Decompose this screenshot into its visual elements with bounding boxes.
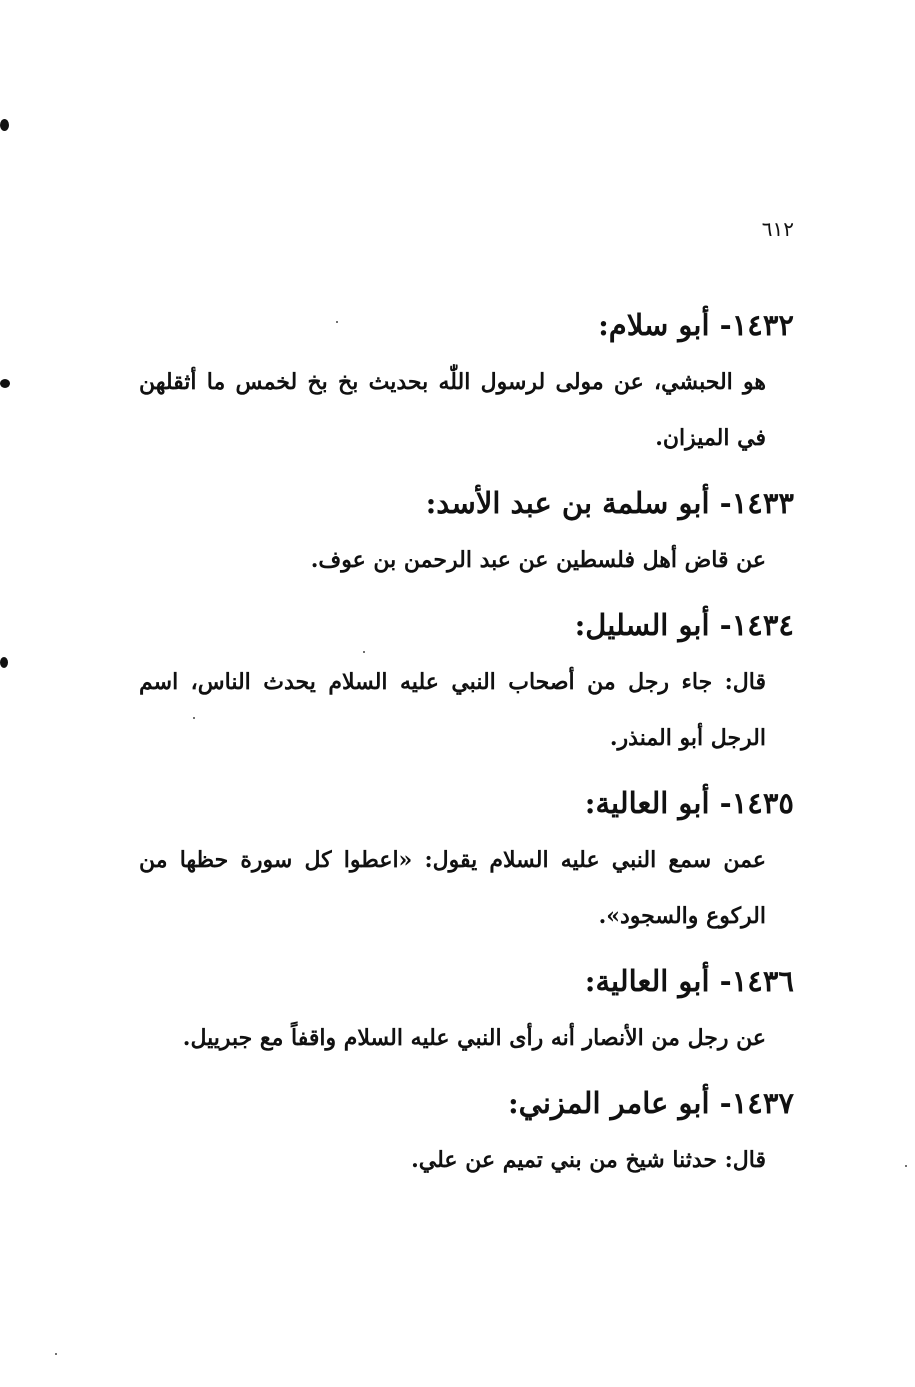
entry-body: قال: جاء رجل من أصحاب النبي عليه السلام يحدث الناس، اسم الرجل أبو المنذر. xyxy=(139,669,766,751)
scan-speck xyxy=(55,1353,57,1355)
entry xyxy=(139,1074,794,1188)
entries-list xyxy=(139,296,794,1196)
entry-title: ١٤٣٧- أبو عامر المزني: xyxy=(507,1086,794,1120)
page-number: ٦١٢ xyxy=(761,217,794,241)
entry-body: عن قاض أهل فلسطين عن عبد الرحمن بن عوف. xyxy=(310,547,766,573)
scan-mark xyxy=(0,379,10,388)
entry xyxy=(139,774,794,944)
scan-mark xyxy=(0,119,9,131)
entry-title: ١٤٣٦- أبو العالية: xyxy=(584,964,794,998)
entry xyxy=(139,952,794,1066)
scan-speck xyxy=(905,1165,907,1167)
entry xyxy=(139,596,794,766)
entry xyxy=(139,296,794,466)
entry-body: عن رجل من الأنصار أنه رأى النبي عليه السلام واقفاً مع جبرييل. xyxy=(182,1025,766,1051)
entry-title: ١٤٣٤- أبو السليل: xyxy=(574,608,794,642)
entry-title: ١٤٣٣- أبو سلمة بن عبد الأسد: xyxy=(425,486,794,520)
entry-body: قال: حدثنا شيخ من بني تميم عن علي. xyxy=(411,1147,766,1173)
entry-title: ١٤٣٥- أبو العالية: xyxy=(584,786,794,820)
entry-title: ١٤٣٢- أبو سلام: xyxy=(598,308,794,342)
entry-body: عمن سمع النبي عليه السلام يقول: «اعطوا كل سورة حظها من الركوع والسجود». xyxy=(139,847,766,929)
entry-body: هو الحبشي، عن مولى لرسول اللّٰه بحديث بخ بخ لخمس ما أثقلهن في الميزان. xyxy=(139,369,766,451)
entry xyxy=(139,474,794,588)
scan-mark xyxy=(0,657,8,668)
